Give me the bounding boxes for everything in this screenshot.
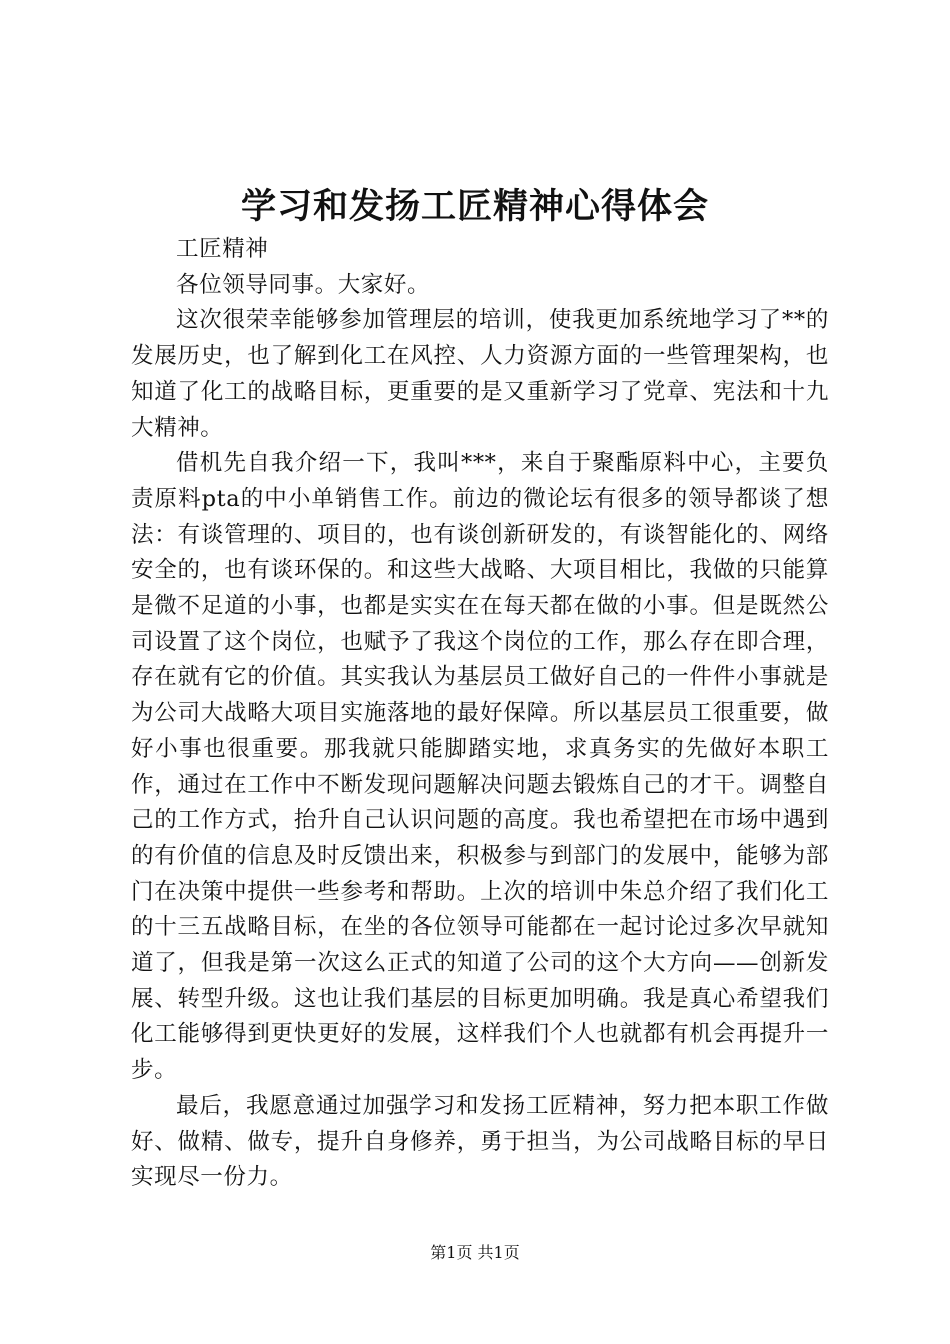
paragraph-training: 这次很荣幸能够参加管理层的培训，使我更加系统地学习了**的发展历史，也了解到化工在风控、人力资源方面的一些管理架构，也知道了化工的战略目标，更重要的是又重新学习了党章、宪法和十九大精神。 (131, 307, 829, 441)
document-body (131, 232, 829, 1196)
paragraph-introduction: 借机先自我介绍一下，我叫***，来自于聚酯原料中心，主要负责原料pta的中小单销售工作。前边的微论坛有很多的领导都谈了想法：有谈管理的、项目的，也有谈创新研发的，有谈智能化的、网络安全的，也有谈环保的。和这些大战略、大项目相比，我做的只能算是微不足道的小事，也都是实实在在每天都在做的小事。但是既然公司设置了这个岗位，也赋予了我这个岗位的工作，那么存在即合理，存在就有它的价值。其实我认为基层员工做好自己的一件件小事就是为公司大战略大项目实施落地的最好保障。所以基层员工很重要，做好小事也很重要。那我就只能脚踏实地，求真务实的先做好本职工作，通过在工作中不断发现问题解决问题去锻炼自己的才干。调整自己的工作方式，抬升自己认识问题的高度。我也希望把在市场中遇到的有价值的信息及时反馈出来，积极参与到部门的发展中，能够为部门在决策中提供一些参考和帮助。上次的培训中朱总介绍了我们化工的十三五战略目标，在坐的各位领导可能都在一起讨论过多次早就知道了，但我是第一次这么正式的知道了公司的这个大方向——创新发展、转型升级。这也让我们基层的目标更加明确。我是真心希望我们化工能够得到更快更好的发展，这样我们个人也就都有机会再提升一步。 (131, 450, 829, 1084)
document-title: 学习和发扬工匠精神心得体会 (240, 187, 709, 227)
paragraph-greeting: 各位领导同事。大家好。 (176, 271, 431, 298)
paragraph-conclusion: 最后，我愿意通过加强学习和发扬工匠精神，努力把本职工作做好、做精、做专，提升自身修养，勇于担当，为公司战略目标的早日实现尽一份力。 (131, 1092, 829, 1191)
page-footer: 第1页 共1页 (430, 1243, 520, 1262)
paragraph-heading: 工匠精神 (176, 236, 269, 262)
